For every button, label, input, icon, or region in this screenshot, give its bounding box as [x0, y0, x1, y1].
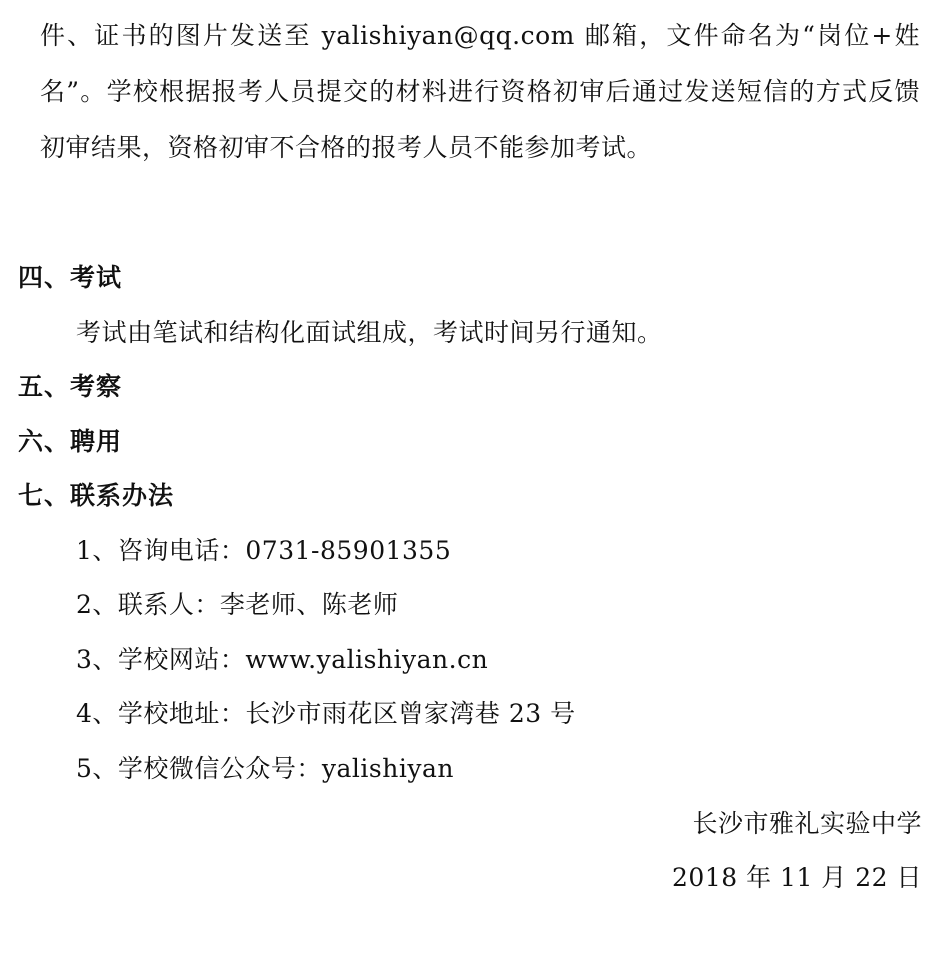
contact-person: 2、联系人：李老师、陈老师 — [76, 590, 399, 619]
continuation-paragraph: 件、证书的图片发送至 yalishiyan@qq.com 邮箱，文件命名为“岗位+姓名”。学校根据报考人员提交的材料进行资格初审后通过发送短信的方式反馈初审结果，资格初审不合格的报考人员不能参加考试。 — [40, 21, 920, 162]
section-heading-inspection: 五、考察 — [18, 372, 123, 401]
contact-website: 3、学校网站：www.yalishiyan.cn — [76, 645, 489, 674]
section-heading-contact: 七、联系办法 — [18, 481, 175, 510]
section-heading-hiring: 六、聘用 — [18, 427, 123, 456]
contact-phone: 1、咨询电话：0731-85901355 — [76, 536, 452, 565]
contact-address: 4、学校地址：长沙市雨花区曾家湾巷 23 号 — [76, 699, 576, 728]
section-body-exam: 考试由笔试和结构化面试组成，考试时间另行通知。 — [76, 318, 663, 347]
section-heading-exam: 四、考试 — [18, 263, 123, 292]
contact-wechat: 5、学校微信公众号：yalishiyan — [76, 754, 454, 783]
signature-organization: 长沙市雅礼实验中学 — [692, 809, 922, 838]
signature-date: 2018 年 11 月 22 日 — [672, 863, 922, 892]
